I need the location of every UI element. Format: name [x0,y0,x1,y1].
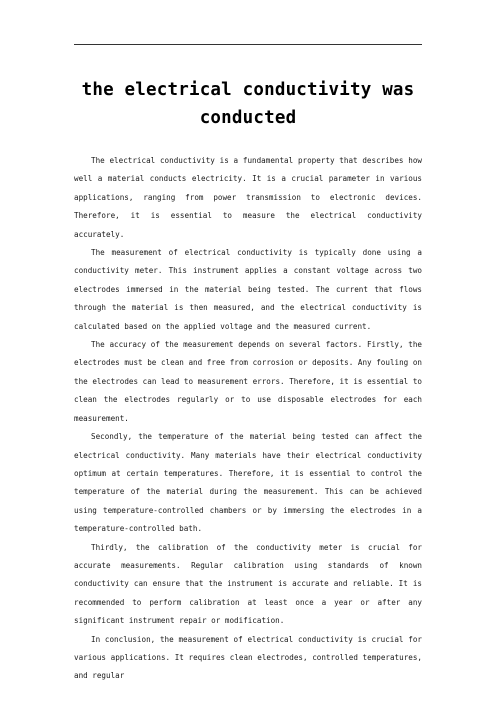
document-body [74,152,422,686]
paragraph: The accuracy of the measurement depends on several factors. Firstly, the electrodes must be clean and free from corrosion or deposits. Any fouling on the electrodes can lead to measurement errors. Therefore, it is essential to clean the electrodes regularly or to use disposable electrodes for each measurement. [74,340,422,423]
paragraph: In conclusion, the measurement of electrical conductivity is crucial for various applications. It requires clean electrodes, controlled temperatures, and regular [74,634,422,681]
paragraph: The electrical conductivity is a fundamental property that describes how well a material conducts electricity. It is a crucial parameter in various applications, ranging from power transmission to electronic devices. Therefore, it is essential to measure the electrical conductivity accurately. [74,156,422,239]
paragraph: The measurement of electrical conductivity is typically done using a conductivity meter. This instrument applies a constant voltage across two electrodes immersed in the material being tested. The current that flows through the material is then measured, and the electrical conductivity is calculated based on the applied voltage and the measured current. [74,248,422,331]
document-title: the electrical conductivity was conducted [81,80,415,128]
paragraph: Secondly, the temperature of the material being tested can affect the electrical conductivity. Many materials have their electrical conductivity optimum at certain temperatures. Therefore, it is essential to control the temperature of the material during the measurement. This can be achieved using temperature-controlled chambers or by immersing the electrodes in a temperature-controlled bath. [74,432,422,534]
paragraph: Thirdly, the calibration of the conductivity meter is crucial for accurate measurements. Regular calibration using standards of known conductivity can ensure that the instrument is accurate and reliable. It is recommended to perform calibration at least once a year or after any significant instrument repair or modification. [74,542,422,626]
header-rule [74,44,422,45]
